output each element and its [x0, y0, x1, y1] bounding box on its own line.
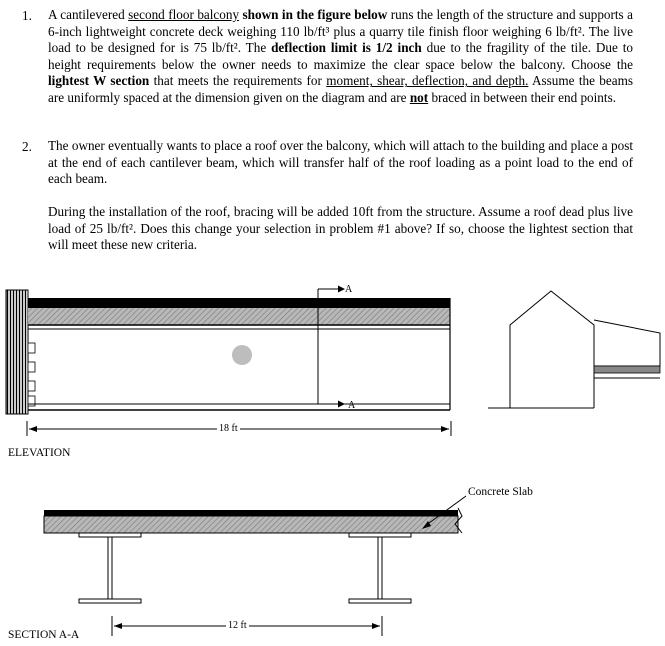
problem-2-number: 2. — [22, 139, 32, 154]
connection-plate — [28, 362, 35, 372]
section-marker-bottom: A — [348, 400, 356, 411]
tile-finish-layer — [28, 298, 450, 308]
beam-web-hole — [232, 345, 252, 365]
house-sketch — [488, 291, 660, 408]
connection-plate — [28, 343, 35, 353]
p1-part-5: due to the fragility of the tile. Due to height requirements below the owner needs to maximize the clear space below the balcony. Choose the — [48, 40, 633, 72]
w-beam-left — [79, 533, 141, 603]
section-a-a-label: SECTION A-A — [8, 629, 80, 641]
p1-part-8: moment, shear, deflection, and depth. — [326, 73, 529, 89]
p1-part-1: second floor balcony — [128, 7, 240, 22]
elevation-label: ELEVATION — [8, 447, 71, 459]
section-marker-top: A — [345, 284, 353, 295]
problem-2-text-continued: During the installation of the roof, bracing will be added 10ft from the structure. Assume a roof dead plus live load of 25 lb/ft². Does this change your selection in problem #1 above? If so, choose the lightest section that will meet these new criteria. — [48, 204, 633, 253]
problem-2-text: The owner eventually wants to place a roof over the balcony, which will attach to the building and place a post at the end of each cantilever beam, which will transfer half of the roof loading as a point load to the end of each beam. — [48, 138, 633, 187]
building-wall — [6, 290, 28, 414]
elevation-dimension-label: 18 ft — [219, 423, 238, 434]
problem-1-number: 1. — [22, 8, 32, 23]
connection-plate — [28, 381, 35, 391]
section-a-a-view — [44, 496, 466, 636]
p1-part-3: runs the length of the structure and supports a 6-inch lightweight concrete deck weighing 110 lb/ft³ plus a quarry tile finish floor weighing 6 lb/ft². The live load to be designed for is 75 lb/ft². The — [48, 7, 634, 56]
p1-part-10: not — [409, 89, 429, 105]
p1-part-0: A cantilevered — [48, 7, 129, 22]
p1-part-11: braced in between their end points. — [428, 89, 616, 105]
p1-part-9: Assume the beams are uniformly spaced at the dimension given on the diagram and are — [48, 73, 633, 105]
p1-part-7: that meets the requirements for — [149, 73, 327, 89]
section-dimension-label: 12 ft — [228, 620, 247, 631]
balcony-slab-sketch — [594, 366, 660, 373]
p1-part-4: deflection limit is 1/2 inch — [271, 40, 422, 56]
p1-part-2: shown in the figure below — [239, 7, 388, 22]
section-concrete-slab — [44, 516, 458, 533]
p1-part-6: lightest W section — [48, 73, 150, 89]
elevation-view — [6, 286, 451, 437]
concrete-deck — [28, 308, 450, 325]
w-beam-right — [349, 533, 411, 603]
section-tile-layer — [44, 510, 458, 516]
concrete-slab-label: Concrete Slab — [468, 486, 533, 498]
